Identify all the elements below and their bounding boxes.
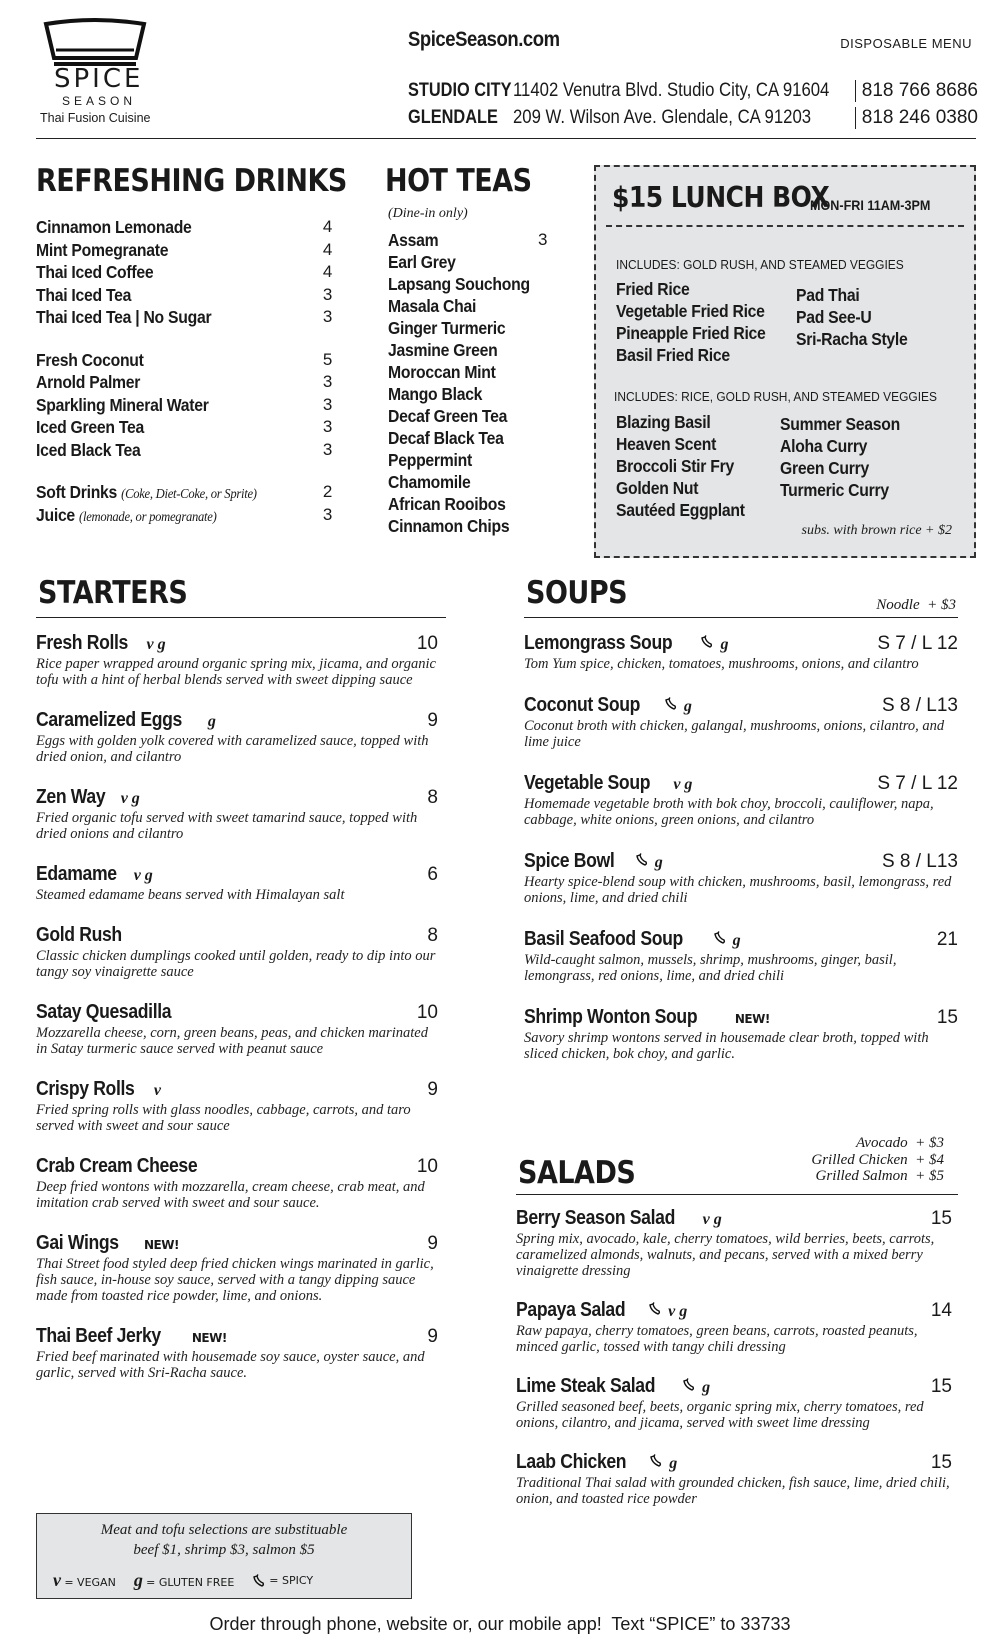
- menu-item-header: [36, 709, 438, 733]
- menu-item: [516, 1299, 952, 1355]
- drink-item: [36, 261, 332, 284]
- lunch-includes-2: INCLUDES: RICE, GOLD RUSH, AND STEAMED VEGGIES: [614, 389, 937, 404]
- drink-name: Arnold Palmer: [36, 372, 141, 392]
- diet-tags: g: [732, 932, 741, 949]
- starters-list: [36, 632, 438, 1402]
- menu-item-description: Steamed edamame beans served with Himalayan salt: [36, 887, 345, 903]
- drink-item: [36, 349, 332, 372]
- drink-item: [36, 216, 332, 239]
- menu-item-header: [36, 1325, 438, 1349]
- drink-price: 3: [322, 417, 332, 436]
- menu-item-price: 9: [427, 710, 438, 731]
- location-name: STUDIO CITY: [408, 80, 512, 101]
- drink-note: (Coke, Diet-Coke, or Sprite): [121, 487, 257, 502]
- teas-price: 3: [538, 230, 548, 249]
- menu-item-price: S 7 / L 12: [877, 773, 958, 794]
- diet-tags: v g: [673, 776, 693, 793]
- menu-item-description: Hearty spice-blend soup with chicken, mushrooms, basil, lemongrass, red onions, lime, and dried chili: [524, 874, 952, 906]
- menu-item-name: Coconut Soup: [524, 694, 641, 716]
- drink-name: Sparkling Mineral Water: [36, 394, 209, 415]
- drink-note: (lemonade, or pomegranate): [79, 509, 217, 525]
- menu-item-name: Shrimp Wonton Soup: [524, 1006, 698, 1028]
- legend-spicy-label: = SPICY: [269, 1574, 314, 1587]
- chili-icon: [649, 1454, 663, 1468]
- menu-item-price: 14: [930, 1300, 952, 1321]
- menu-item-header: [36, 1001, 438, 1025]
- drink-price: 4: [322, 239, 332, 259]
- menu-item: [516, 1207, 952, 1279]
- tea-item: Assam: [388, 230, 439, 250]
- drink-price: 3: [322, 439, 332, 459]
- menu-item: [524, 928, 958, 984]
- lunch-item: Pad See-U: [796, 307, 872, 327]
- drink-item: [36, 416, 332, 439]
- menu-item: [516, 1451, 952, 1507]
- brand-name: SPICE: [54, 64, 144, 94]
- drink-name: Iced Green Tea: [36, 417, 144, 437]
- tea-item: Cinnamon Chips: [388, 516, 510, 536]
- drink-price: 4: [322, 262, 332, 281]
- menu-item-price: 10: [416, 633, 438, 654]
- menu-item-description: Traditional Thai salad with grounded chicken, fish sauce, lime, dried chili, onion, and toasted rice powder: [516, 1475, 950, 1507]
- drink-item: [36, 306, 332, 329]
- drink-name: Cinnamon Lemonade: [36, 217, 192, 237]
- salad-addon: Grilled Chicken + $4: [811, 1151, 944, 1168]
- menu-item-name: Fresh Rolls: [36, 632, 128, 654]
- menu-item-name: Berry Season Salad: [516, 1207, 675, 1229]
- teas-title: HOT TEAS: [385, 163, 532, 199]
- lunch-item: Summer Season: [780, 414, 900, 434]
- menu-item-header: [36, 1232, 438, 1256]
- lunch-col-2b: [780, 413, 913, 501]
- menu-item: [36, 1155, 438, 1211]
- menu-item: [36, 786, 438, 842]
- menu-item-description: Thai Street food styled deep fried chicken wings marinated in garlic, fish sauce, in-house soy sauce, served with a tangy dipping sauce made from toasted rice powder, lime, and onions.: [36, 1256, 434, 1304]
- footer-order-note: Order through phone, website or, our mobile app! Text “SPICE” to 33733: [209, 1614, 791, 1634]
- menu-item-name: Laab Chicken: [516, 1451, 627, 1473]
- chili-icon: [713, 931, 727, 945]
- menu-item-header: [36, 1155, 438, 1179]
- lunch-hours: MON-FRI 11AM-3PM: [810, 197, 931, 213]
- diet-tags: g: [683, 698, 692, 715]
- menu-item: [36, 924, 438, 980]
- menu-item-header: [516, 1375, 952, 1399]
- menu-item-header: [516, 1207, 952, 1231]
- lunch-item: Golden Nut: [616, 478, 699, 498]
- menu-item: [36, 1001, 438, 1057]
- drink-price: 3: [322, 284, 332, 304]
- location-phone[interactable]: 818 246 0380: [855, 107, 978, 129]
- menu-item-header: [36, 863, 438, 887]
- drink-price: 3: [322, 394, 332, 414]
- drinks-title: REFRESHING DRINKS: [36, 163, 347, 199]
- soups-addon: Noodle + $3: [876, 597, 956, 613]
- diet-tags: v g: [146, 636, 166, 653]
- menu-item-header: [36, 924, 438, 948]
- drink-item: [36, 439, 332, 462]
- salads-divider: [516, 1194, 958, 1195]
- menu-item-name: Papaya Salad: [516, 1299, 626, 1321]
- drink-item: [36, 481, 332, 504]
- menu-item-header: [524, 928, 958, 952]
- drinks-list: [36, 216, 332, 526]
- menu-item-price: 15: [930, 1452, 952, 1473]
- menu-item-description: Rice paper wrapped around organic spring mix, jicama, and organic tofu with a hint of herbal blends served with sweet dipping sauce: [36, 656, 436, 688]
- tea-item: Peppermint: [388, 450, 472, 470]
- menu-item-header: [516, 1451, 952, 1475]
- starters-title: STARTERS: [38, 575, 188, 611]
- menu-item-name: Satay Quesadilla: [36, 1001, 172, 1023]
- teas-list: [388, 229, 538, 537]
- drink-price: 5: [322, 349, 332, 369]
- lunch-item: Vegetable Fried Rice: [616, 301, 765, 321]
- location-address: 209 W. Wilson Ave. Glendale, CA 91203: [513, 107, 812, 128]
- lunch-includes-1: INCLUDES: GOLD RUSH, AND STEAMED VEGGIES: [616, 257, 904, 272]
- menu-item-name: Lemongrass Soup: [524, 632, 673, 654]
- diet-tags: g: [669, 1455, 678, 1472]
- lunch-item: Heaven Scent: [616, 434, 717, 454]
- menu-item: [516, 1375, 952, 1431]
- menu-item-price: S 8 / L13: [881, 851, 958, 872]
- menu-item-header: [524, 772, 958, 796]
- menu-item-name: Gold Rush: [36, 924, 122, 946]
- tea-item: Earl Grey: [388, 252, 456, 272]
- legend-note-1: Meat and tofu selections are substituable: [100, 1522, 348, 1538]
- location-glendale: [408, 107, 978, 129]
- menu-item-name: Vegetable Soup: [524, 772, 651, 794]
- drink-price: 4: [322, 217, 332, 236]
- tea-item: Jasmine Green: [388, 340, 498, 360]
- diet-tags: v g: [702, 1211, 722, 1228]
- menu-item: [524, 1006, 958, 1062]
- new-badge: NEW!: [144, 1238, 179, 1252]
- chili-icon: [635, 853, 649, 867]
- menu-item-description: Grilled seasoned beef, beets, organic spring mix, cherry tomatoes, red onions, cilantro, and jicama, served with sweet lime dressing: [516, 1399, 924, 1431]
- salad-addon: Avocado + $3: [855, 1135, 944, 1151]
- drink-price: 3: [322, 504, 332, 524]
- menu-item-description: Fried beef marinated with housemade soy sauce, oyster sauce, and garlic, served with Sri-Racha sauce.: [36, 1349, 425, 1381]
- menu-item: [36, 1078, 438, 1134]
- menu-item-price: S 8 / L13: [881, 695, 958, 716]
- lunch-item: Green Curry: [780, 458, 869, 478]
- menu-item-name: Spice Bowl: [524, 850, 615, 872]
- menu-item: [36, 1232, 438, 1304]
- lunch-sub-note: subs. with brown rice + $2: [801, 523, 952, 538]
- menu-item-description: Fried organic tofu served with sweet tamarind sauce, topped with dried onions and cilantro: [36, 810, 418, 842]
- menu-item-price: 9: [427, 1326, 438, 1347]
- chili-icon: [682, 1378, 696, 1392]
- lunch-title: [612, 180, 830, 214]
- drink-name: Fresh Coconut: [36, 349, 144, 370]
- diet-tags: g: [702, 1379, 711, 1396]
- drink-item: [36, 394, 332, 417]
- new-badge: NEW!: [734, 1012, 770, 1026]
- menu-item-price: 9: [427, 1233, 438, 1254]
- chili-icon: [252, 1574, 266, 1588]
- menu-item-description: Raw papaya, cherry tomatoes, green beans, carrots, roasted peanuts, minced garlic, tossed with tangy chili dressing: [516, 1323, 918, 1355]
- menu-item: [36, 709, 438, 765]
- starters-divider: [36, 617, 446, 618]
- drink-name: Soft Drinks (Coke, Diet-Coke, or Sprite): [36, 482, 257, 502]
- menu-item-header: [36, 1078, 438, 1102]
- menu-item-price: 15: [930, 1208, 952, 1229]
- brand-logo: [40, 18, 150, 130]
- menu-item-name: Thai Beef Jerky: [36, 1325, 161, 1347]
- tea-item: Ginger Turmeric: [388, 318, 506, 338]
- menu-item-description: Spring mix, avocado, kale, cherry tomatoes, wild berries, beets, carrots, caramelized almonds, walnuts, and pecans, served with a mixed berry vinaigrette dressing: [516, 1231, 935, 1279]
- menu-item-price: S 7 / L 12: [877, 633, 958, 654]
- new-badge: NEW!: [191, 1331, 227, 1345]
- location-phone[interactable]: 818 766 8686: [855, 80, 978, 102]
- lunch-item: Turmeric Curry: [780, 480, 889, 500]
- header-divider: [36, 138, 976, 139]
- tea-item: Masala Chai: [388, 296, 477, 316]
- menu-item-name: Edamame: [36, 863, 117, 885]
- location-name: GLENDALE: [408, 107, 498, 128]
- diet-tags: v: [153, 1082, 162, 1099]
- tea-item: Decaf Green Tea: [388, 406, 508, 426]
- menu-item-description: Tom Yum spice, chicken, tomatoes, mushrooms, onions, and cilantro: [524, 656, 919, 672]
- menu-item-price: 8: [427, 925, 438, 946]
- menu-item-header: [524, 694, 958, 718]
- legend-gluten: [134, 1570, 234, 1591]
- lunch-item: Sautéed Eggplant: [616, 500, 745, 520]
- menu-item-description: Fried spring rolls with glass noodles, cabbage, carrots, and taro served with sweet and sour sauce: [36, 1102, 411, 1134]
- menu-item-name: Crispy Rolls: [36, 1078, 135, 1100]
- drink-item: [36, 284, 332, 307]
- menu-type-label: DISPOSABLE MENU: [840, 36, 972, 51]
- drink-name: Juice (lemonade, or pomegranate): [36, 504, 217, 525]
- lunch-col-1b: [796, 284, 920, 350]
- menu-item-price: 8: [427, 787, 438, 808]
- menu-item-header: [516, 1299, 952, 1323]
- brand-sub: SEASON: [62, 94, 137, 108]
- menu-item-name: Crab Cream Cheese: [36, 1155, 198, 1177]
- drink-price: 3: [322, 307, 332, 326]
- diet-tags: v g: [120, 790, 140, 807]
- tea-item: Lapsang Souchong: [388, 274, 530, 294]
- menu-item-description: Deep fried wontons with mozzarella, cream cheese, crab meat, and imitation crab served with sweet and sour sauce.: [36, 1179, 425, 1211]
- menu-item-price: 10: [416, 1156, 438, 1177]
- salads-addons: [811, 1135, 944, 1185]
- menu-item-description: Homemade vegetable broth with bok choy, broccoli, cauliflower, napa, cabbage, white onions, green onions, and cilantro: [524, 796, 934, 828]
- menu-item-header: [524, 1006, 958, 1030]
- drink-price: 2: [322, 482, 332, 501]
- legend-box: [36, 1513, 412, 1599]
- tea-item: Mango Black: [388, 384, 483, 404]
- legend-note-2: beef $1, shrimp $3, salmon $5: [133, 1542, 315, 1558]
- tea-item: African Rooibos: [388, 494, 506, 514]
- menu-item-name: Caramelized Eggs: [36, 709, 182, 731]
- menu-item-price: 15: [930, 1376, 952, 1397]
- menu-item-price: 10: [416, 1002, 438, 1023]
- teas-subtitle: (Dine-in only): [388, 206, 468, 221]
- lunch-col-2a: [616, 411, 759, 521]
- menu-item-description: Mozzarella cheese, corn, green beans, peas, and chicken marinated in Satay turmeric sauce served with peanut sauce: [36, 1025, 428, 1057]
- lunch-item: Basil Fried Rice: [616, 345, 730, 365]
- menu-item-description: Wild-caught salmon, mussels, shrimp, mushrooms, ginger, basil, lemongrass, red onions, lime, and dried chili: [524, 952, 897, 984]
- soups-divider: [524, 617, 958, 618]
- lunch-divider: [606, 225, 964, 227]
- menu-item: [524, 850, 958, 906]
- lunch-item: Aloha Curry: [780, 436, 868, 456]
- menu-item-name: Lime Steak Salad: [516, 1375, 656, 1397]
- lunch-box: [594, 165, 976, 558]
- lunch-item: Broccoli Stir Fry: [616, 456, 734, 476]
- drink-name: Thai Iced Tea | No Sugar: [36, 307, 212, 327]
- drink-name: Thai Iced Tea: [36, 284, 132, 305]
- menu-item: [524, 632, 958, 672]
- location-address: 11402 Venutra Blvd. Studio City, CA 91604: [513, 80, 830, 101]
- legend-keys: [53, 1570, 313, 1591]
- menu-item-price: 6: [427, 864, 438, 885]
- website-link[interactable]: SpiceSeason.com: [408, 28, 560, 51]
- diet-tags: g: [654, 854, 663, 871]
- diet-tags: g: [720, 636, 729, 653]
- menu-item-name: Gai Wings: [36, 1232, 119, 1254]
- brand-tagline: Thai Fusion Cuisine: [40, 111, 151, 125]
- menu-item-description: Savory shrimp wontons served in housemade clear broth, topped with sliced chicken, bok choy, and garlic.: [524, 1030, 929, 1062]
- drink-name: Thai Iced Coffee: [36, 262, 154, 282]
- menu-item-header: [524, 850, 958, 874]
- menu-item-name: Zen Way: [36, 786, 106, 808]
- menu-item-description: Coconut broth with chicken, galangal, mushrooms, onions, cilantro, and lime juice: [524, 718, 945, 750]
- lunch-item: Sri-Racha Style: [796, 329, 908, 349]
- menu-item-price: 21: [936, 929, 958, 950]
- tea-item: Moroccan Mint: [388, 362, 496, 382]
- chili-icon: [664, 697, 678, 711]
- chili-icon: [700, 635, 714, 649]
- soups-list: [524, 632, 958, 1084]
- diet-tags: v g: [133, 867, 153, 884]
- salads-list: [516, 1207, 952, 1527]
- menu-item: [36, 632, 438, 688]
- menu-item-price: 9: [427, 1079, 438, 1100]
- salads-title: SALADS: [518, 1155, 636, 1191]
- menu-item: [36, 1325, 438, 1381]
- menu-item-description: Classic chicken dumplings cooked until golden, ready to dip into our tangy soy vinaigrette sauce: [36, 948, 436, 980]
- legend-spicy: [252, 1574, 313, 1588]
- tea-item: Chamomile: [388, 472, 471, 492]
- lunch-item: Pad Thai: [796, 285, 860, 305]
- diet-tags: v g: [668, 1303, 688, 1320]
- menu-item-name: Basil Seafood Soup: [524, 928, 683, 950]
- menu-item: [524, 772, 958, 828]
- tea-item: Decaf Black Tea: [388, 428, 504, 448]
- legend-gluten-label: = GLUTEN FREE: [146, 1576, 235, 1589]
- menu-item-header: [524, 632, 958, 656]
- menu-item-header: [36, 786, 438, 810]
- drink-name: Mint Pomegranate: [36, 239, 169, 260]
- diet-tags: g: [207, 713, 216, 730]
- chili-icon: [648, 1302, 662, 1316]
- legend-gluten-symbol: g: [133, 1570, 143, 1590]
- lunch-title-text: $15 LUNCH BOX: [612, 180, 830, 214]
- drink-name: Iced Black Tea: [36, 439, 141, 460]
- legend-vegan-symbol: v: [53, 1570, 61, 1590]
- menu-item-description: Eggs with golden yolk covered with caramelized sauce, topped with dried onion, and cilantro: [36, 733, 429, 765]
- menu-item-header: [36, 632, 438, 656]
- menu-item-price: 15: [936, 1007, 958, 1028]
- location-studio-city: [408, 80, 978, 102]
- drink-item: [36, 239, 332, 262]
- lunch-item: Fried Rice: [616, 279, 690, 299]
- lunch-item: Blazing Basil: [616, 412, 711, 432]
- legend-vegan: [53, 1570, 116, 1591]
- soups-title: SOUPS: [526, 575, 628, 611]
- drink-price: 3: [322, 372, 332, 391]
- drink-item: [36, 371, 332, 394]
- lunch-item: Pineapple Fried Rice: [616, 323, 766, 343]
- salad-addon: Grilled Salmon + $5: [815, 1168, 944, 1184]
- lunch-col-1a: [616, 278, 782, 366]
- menu-item: [524, 694, 958, 750]
- menu-item: [36, 863, 438, 903]
- legend-vegan-label: = VEGAN: [64, 1576, 116, 1589]
- drink-item: [36, 504, 332, 527]
